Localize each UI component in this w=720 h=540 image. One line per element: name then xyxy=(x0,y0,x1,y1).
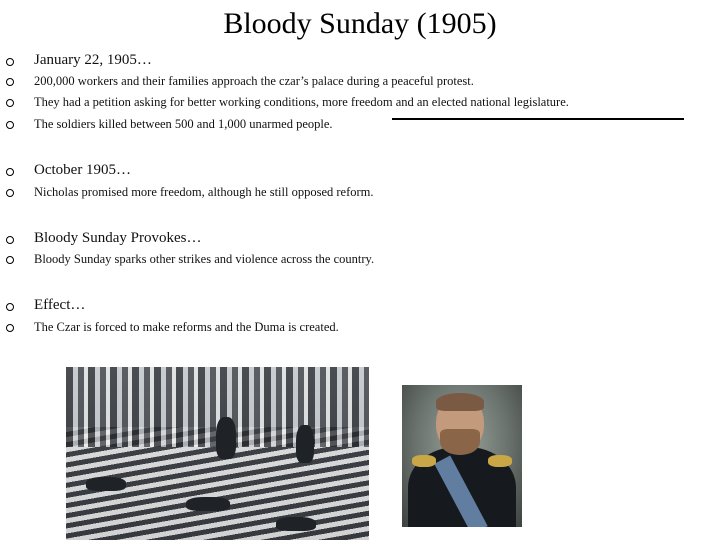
hair-shape xyxy=(436,393,484,411)
section-point: 200,000 workers and their families approach the czar’s palace during a peaceful protest. xyxy=(34,74,474,88)
section-heading: January 22, 1905… xyxy=(34,52,152,68)
figure-shape xyxy=(276,517,316,531)
bullet-icon xyxy=(6,303,14,311)
bloody-sunday-photo xyxy=(66,367,369,540)
bullet-icon xyxy=(6,256,14,264)
epaulet-shape xyxy=(488,455,512,467)
section-point: Nicholas promised more freedom, although he still opposed reform. xyxy=(34,185,374,199)
czar-portrait xyxy=(402,385,522,527)
figure-shape xyxy=(216,417,236,459)
beard-shape xyxy=(440,429,480,455)
figure-shape xyxy=(86,477,126,491)
section-point: Bloody Sunday sparks other strikes and violence across the country. xyxy=(34,252,375,266)
section-heading: Effect… xyxy=(34,297,86,313)
slide-title: Bloody Sunday (1905) xyxy=(223,7,497,40)
bullet-icon xyxy=(6,189,14,197)
section-point: They had a petition asking for better working conditions, more freedom and an elected national legislature. xyxy=(34,95,569,109)
bullet-icon xyxy=(6,236,14,244)
section-heading: October 1905… xyxy=(34,162,132,178)
bullet-icon xyxy=(6,168,14,176)
section-heading: Bloody Sunday Provokes… xyxy=(34,230,202,246)
bullet-icon xyxy=(6,121,14,129)
divider-line xyxy=(392,118,684,120)
figure-shape xyxy=(296,425,314,463)
bullet-icon xyxy=(6,78,14,86)
bullet-icon xyxy=(6,58,14,66)
section-point: The Czar is forced to make reforms and the Duma is created. xyxy=(34,320,339,334)
epaulet-shape xyxy=(412,455,436,467)
figure-shape xyxy=(186,497,230,511)
bullet-icon xyxy=(6,324,14,332)
bullet-icon xyxy=(6,99,14,107)
section-point: The soldiers killed between 500 and 1,000 unarmed people. xyxy=(34,117,333,131)
